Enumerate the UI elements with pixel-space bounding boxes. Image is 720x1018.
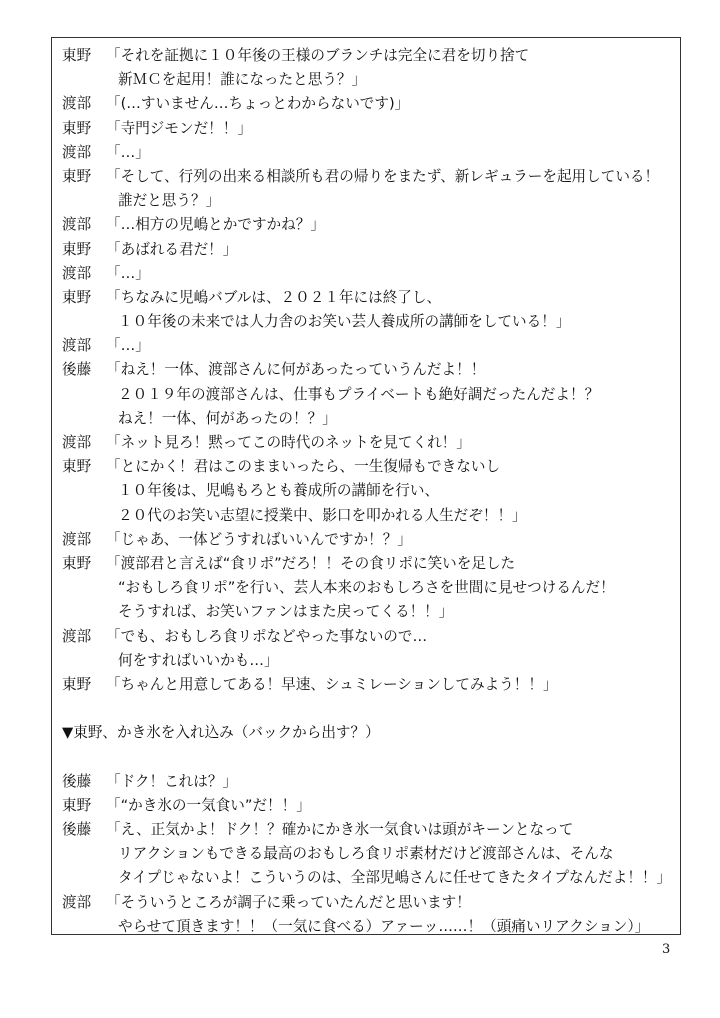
dialogue-text: 新ＭＣを起用！誰になったと思う？」 — [118, 71, 367, 89]
speaker-name: 渡部 — [62, 893, 92, 911]
dialogue-text: 「…相方の児嶋とかですかね？」 — [106, 216, 325, 234]
dialogue-text: 「寺門ジモンだ！！」 — [106, 119, 252, 137]
dialogue-line — [62, 262, 678, 286]
dialogue-line — [62, 68, 678, 92]
dialogue-line — [62, 455, 678, 479]
dialogue-text: 何をすればいいかも…」 — [118, 651, 279, 669]
direction-text: ▼東野、かき氷を入れ込み（バックから出す？） — [62, 724, 380, 742]
dialogue-line — [62, 310, 678, 334]
dialogue-text: 「そして、行列の出来る相談所も君の帰りをまたず、新レギュラーを起用している！ — [106, 167, 660, 185]
speaker-name: 東野 — [62, 47, 92, 64]
dialogue-line — [62, 213, 678, 237]
dialogue-line — [62, 479, 678, 503]
dialogue-text: “おもしろ食リポ”を行い、芸人本来のおもしろさを世間に見せつけるんだ！ — [118, 579, 615, 597]
dialogue-line — [62, 600, 678, 624]
speaker-name: 後藤 — [62, 821, 92, 838]
dialogue-text: 「でも、おもしろ食リポなどやった事ないので… — [106, 627, 428, 645]
dialogue-text: 「そういうところが調子に乗っていたんだと思います！ — [106, 893, 471, 911]
speaker-name: 東野 — [62, 240, 92, 258]
dialogue-line — [62, 92, 678, 116]
dialogue-text: 「とにかく！君はこのままいったら、一生復帰もできないし — [106, 458, 501, 476]
speaker-name: 東野 — [62, 796, 92, 814]
speaker-name: 渡部 — [62, 627, 92, 645]
dialogue-text: 「ちゃんと用意してある！早速、シュミレーションしてみよう！！」 — [106, 675, 558, 693]
dialogue-text: そうすれば、お笑いファンはまた戻ってくる！！」 — [118, 603, 454, 621]
dialogue-line — [62, 407, 678, 431]
dialogue-line — [62, 528, 678, 552]
dialogue-text: 「…」 — [106, 337, 150, 355]
dialogue-text: ２０代のお笑い志望に授業中、影口を叩かれる人生だぞ！！」 — [118, 506, 527, 524]
page-number: 3 — [662, 942, 671, 957]
dialogue-text: 「…」 — [106, 264, 150, 282]
dialogue-text: やらせて頂きます！！（一気に食べる）アァーッ……！（頭痛いリアクション）」 — [118, 917, 650, 935]
dialogue-text: リアクションもできる最高のおもしろ食リポ素材だけど渡部さんは、そんな — [118, 845, 614, 863]
dialogue-text: 「“かき氷の一気食い”だ！！」 — [106, 796, 311, 814]
dialogue-line — [62, 891, 678, 915]
dialogue-text: 「それを証拠に１０年後の王様のブランチは完全に君を切り捨て — [106, 47, 530, 64]
dialogue-line — [62, 238, 678, 262]
dialogue-line — [62, 141, 678, 165]
speaker-name: 渡部 — [62, 95, 92, 113]
dialogue-line — [62, 358, 678, 382]
dialogue-line — [62, 576, 678, 600]
dialogue-line — [62, 673, 678, 697]
speaker-name: 後藤 — [62, 361, 92, 379]
speaker-name: 東野 — [62, 458, 92, 476]
dialogue-text: １０年後は、児嶋もろとも養成所の講師を行い、 — [118, 482, 440, 500]
dialogue-line — [62, 286, 678, 310]
dialogue-line — [62, 794, 678, 818]
speaker-name: 東野 — [62, 554, 92, 572]
dialogue-text: １０年後の未来では人力舎のお笑い芸人養成所の講師をしている！」 — [118, 313, 571, 331]
blank-line — [62, 745, 678, 769]
dialogue-text: 「渡部君と言えば“食リポ”だろ！！その食リポに笑いを足した — [106, 554, 516, 572]
stage-direction — [62, 721, 678, 745]
speaker-name: 東野 — [62, 675, 92, 693]
dialogue-text: 「え、正気かよ！ドク！？確かにかき氷一気食いは頭がキーンとなって — [106, 821, 574, 838]
dialogue-text: 「…」 — [106, 143, 150, 161]
dialogue-text: 「ネット見ろ！黙ってこの時代のネットを見てくれ！」 — [106, 434, 471, 451]
dialogue-line — [62, 649, 678, 673]
dialogue-line — [62, 842, 678, 866]
speaker-name: 渡部 — [62, 530, 92, 548]
dialogue-line — [62, 44, 678, 68]
dialogue-line — [62, 189, 678, 213]
speaker-name: 東野 — [62, 119, 92, 137]
speaker-name: 後藤 — [62, 772, 92, 790]
dialogue-line — [62, 770, 678, 794]
dialogue-line — [62, 383, 678, 407]
dialogue-text: 誰だと思う？」 — [118, 192, 221, 210]
dialogue-line — [62, 866, 678, 890]
speaker-name: 東野 — [62, 288, 92, 306]
blank-line — [62, 697, 678, 721]
dialogue-line — [62, 818, 678, 842]
dialogue-line — [62, 552, 678, 576]
speaker-name: 東野 — [62, 167, 92, 185]
dialogue-line — [62, 431, 678, 455]
dialogue-line — [62, 165, 678, 189]
dialogue-text: 「ちなみに児嶋バブルは、２０２１年には終了し、 — [106, 288, 442, 306]
speaker-name: 渡部 — [62, 216, 92, 234]
dialogue-line — [62, 504, 678, 528]
dialogue-text: 「ドク！これは？」 — [106, 772, 238, 790]
script-body — [62, 44, 678, 939]
speaker-name: 渡部 — [62, 434, 92, 451]
dialogue-text: 「あばれる君だ！」 — [106, 240, 238, 258]
dialogue-text: 「(…すいません…ちょっとわからないです)」 — [106, 95, 410, 113]
dialogue-line — [62, 334, 678, 358]
dialogue-text: ねえ！一体、何があったの！？」 — [118, 409, 337, 427]
speaker-name: 渡部 — [62, 143, 92, 161]
speaker-name: 渡部 — [62, 337, 92, 355]
dialogue-text: ２０１９年の渡部さんは、仕事もプライベートも絶好調だったんだよ！？ — [118, 385, 600, 403]
dialogue-text: 「じゃあ、一体どうすればいいんですか！？」 — [106, 530, 412, 548]
dialogue-line — [62, 625, 678, 649]
dialogue-text: 「ねえ！一体、渡部さんに何があったっていうんだよ！！ — [106, 361, 486, 379]
dialogue-text: タイプじゃないよ！こういうのは、全部児嶋さんに任せてきたタイプなんだよ！！」 — [118, 869, 672, 887]
dialogue-line — [62, 915, 678, 939]
dialogue-line — [62, 117, 678, 141]
speaker-name: 渡部 — [62, 264, 92, 282]
